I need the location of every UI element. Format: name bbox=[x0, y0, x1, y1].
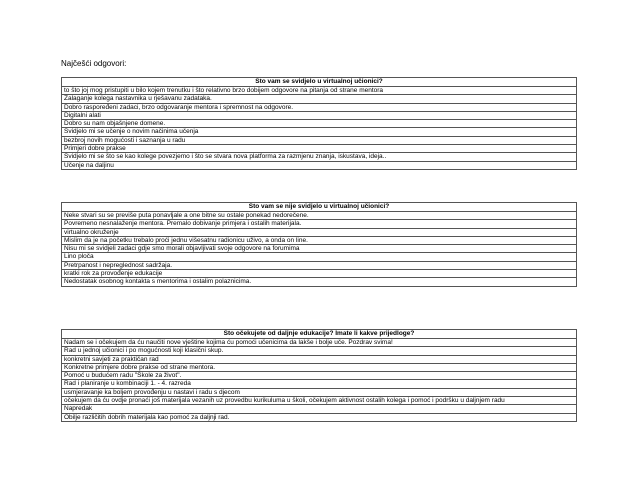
table-cell: Lino ploča bbox=[62, 253, 577, 261]
table-cell: Neke stvari su se previše puta ponavljale a one bitne su ostale ponekad nedorečene. bbox=[62, 212, 577, 220]
table-row bbox=[62, 161, 577, 169]
table-row bbox=[62, 87, 577, 95]
table-cell: Digitalni alati bbox=[62, 111, 577, 119]
table-row bbox=[62, 413, 577, 421]
table-header: Što vam se nije svidjelo u virtualnoj učionici? bbox=[62, 203, 577, 212]
table-row bbox=[62, 372, 577, 380]
table-row bbox=[62, 128, 577, 136]
table-cell: Dobro raspoređeni zadaci, brzo odgovaranje mentora i spremnost na odgovore. bbox=[62, 103, 577, 111]
table-cell: kratki rok za provođenje edukacije bbox=[62, 270, 577, 278]
table-cell: Primjeri dobre prakse bbox=[62, 145, 577, 153]
table-cell: Obilje različitih dobrih materijala kao pomoć za daljnji rad. bbox=[62, 413, 577, 421]
table-row bbox=[62, 245, 577, 253]
table-cell: Napredak bbox=[62, 405, 577, 413]
table-header: Što vam se svidjelo u virtualnoj učionici? bbox=[62, 78, 577, 87]
table-row bbox=[62, 145, 577, 153]
table-row bbox=[62, 120, 577, 128]
table-row bbox=[62, 380, 577, 388]
table-cell: Nedostatak osobnog kontakta s mentorima i ostalim polaznicima. bbox=[62, 278, 577, 286]
table-row bbox=[62, 347, 577, 355]
table-row bbox=[62, 405, 577, 413]
table-cell: očekujem da ću ovdje pronaći još materijala vezanih uz provedbu kurikuluma u školi, očekujem aktivnost ostalih kolega i pomoć i podršku u daljnjem radu bbox=[62, 397, 577, 405]
table-row bbox=[62, 95, 577, 103]
table-row bbox=[62, 228, 577, 236]
table-cell: Mislim da je na početku trebalo proći jednu višesatnu radionicu uživo, a onda on line. bbox=[62, 236, 577, 244]
table-cell: bezbroj novih mogućosti i saznanja u radu bbox=[62, 136, 577, 144]
survey-table-disliked bbox=[61, 202, 577, 287]
table-cell: Rad i planiranje u kombinaciji 1. - 4. razreda bbox=[62, 380, 577, 388]
table-row bbox=[62, 261, 577, 269]
table-row bbox=[62, 153, 577, 161]
table-cell: Nadam se i očekujem da ću naučiti nove vještine kojima ću pomoći učenicima da lakše i bolje uče. Pozdrav svima! bbox=[62, 339, 577, 347]
table-row bbox=[62, 212, 577, 220]
table-cell: Učenje na daljinu bbox=[62, 161, 577, 169]
table-cell: Nisu mi se svidjeli zadaci gdje smo morali objavljivati svoje odgovore na forumima bbox=[62, 245, 577, 253]
table-cell: Pretrpanost i nepreglednost sadržaja. bbox=[62, 261, 577, 269]
table-row bbox=[62, 278, 577, 286]
table-cell: virtualno okruženje bbox=[62, 228, 577, 236]
table-row bbox=[62, 355, 577, 363]
table-cell: Dobro su nam objašnjene domene. bbox=[62, 120, 577, 128]
table-row bbox=[62, 220, 577, 228]
table-cell: Konkretne primjere dobre prakse od strane mentora. bbox=[62, 363, 577, 371]
page-heading: Najčešći odgovori: bbox=[61, 59, 127, 68]
table-row bbox=[62, 397, 577, 405]
table-row bbox=[62, 111, 577, 119]
table-cell: Povremeno nesnalaženje mentora. Premalo dobivanje primjera i ostalih materijala. bbox=[62, 220, 577, 228]
table-cell: Svidjelo mi se što se kao kolege povezjemo i što se stvara nova platforma za razmjenu znanja, iskustava, ideja.. bbox=[62, 153, 577, 161]
table-cell: konkretni savjeti za praktičan rad bbox=[62, 355, 577, 363]
table-row bbox=[62, 270, 577, 278]
table-cell: to što joj mog pristupiti u bilo kojem trenutku i što relativno brzo dobijem odgovore na pitanja od strane mentora bbox=[62, 87, 577, 95]
table-cell: Svidjelo mi se učenje o novim načinima učenja bbox=[62, 128, 577, 136]
table-header: Što očekujete od daljnje edukacije? Imate li kakve prijedloge? bbox=[62, 330, 577, 339]
table-row bbox=[62, 363, 577, 371]
table-cell: Zalaganje kolega nastavnika u rješavanu zadataka. bbox=[62, 95, 577, 103]
table-cell: usmjeravanje ka boljem provođenju u nastavi i radu s djecom bbox=[62, 388, 577, 396]
survey-table-expectations bbox=[61, 329, 577, 422]
table-cell: Rad u jednoj učionici i po mogućnosti koji klasični skup. bbox=[62, 347, 577, 355]
table-row bbox=[62, 103, 577, 111]
table-row bbox=[62, 136, 577, 144]
survey-table-liked bbox=[61, 77, 577, 170]
table-row bbox=[62, 339, 577, 347]
table-cell: Pomoć u budućem radu "Škole za život". bbox=[62, 372, 577, 380]
table-row bbox=[62, 253, 577, 261]
table-row bbox=[62, 388, 577, 396]
table-row bbox=[62, 236, 577, 244]
